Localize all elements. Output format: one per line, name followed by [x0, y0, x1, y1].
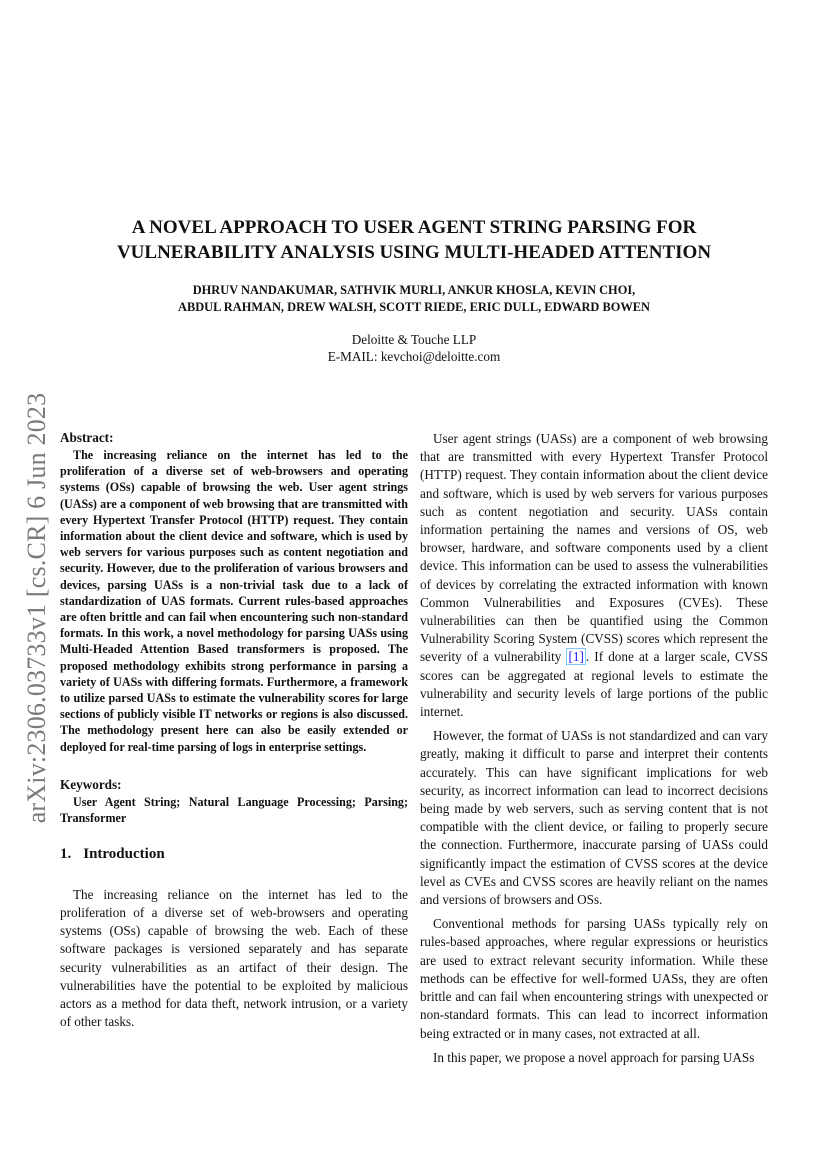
authors-line-1: DHRUV NANDAKUMAR, SATHVIK MURLI, ANKUR KHOSLA, KEVIN CHOI,: [192, 283, 636, 297]
citation-link[interactable]: [1]: [568, 649, 584, 665]
right-paragraph-3: Conventional methods for parsing UASs typically rely on rules-based approaches, where regular expressions or heuristics are used to extract relevant security information. While these methods can be effective for well-formed UASs, they are often brittle and can fail when encountering strings with unexpected or non-standard formats. This can lead to incorrect information being extracted or in many cases, not extracted at all.: [420, 916, 768, 1041]
keywords-text: User Agent String; Natural Language Processing; Parsing; Transformer: [60, 794, 408, 825]
affiliation: Deloitte & Touche LLP: [351, 332, 477, 347]
arxiv-stamp-text: arXiv:2306.03733v1 [cs.CR] 6 Jun 2023: [22, 392, 51, 824]
right-p1-text-b: . If done at a larger scale, CVSS scores can be aggregated at regional levels to estimate the vulnerability and security levels of large portions of the public internet.: [420, 649, 768, 720]
section-title: Introduction: [83, 845, 165, 862]
left-column: [60, 430, 408, 1031]
right-column: [420, 430, 768, 1073]
right-paragraph-1: [420, 430, 768, 721]
abstract-text: The increasing reliance on the internet has led to the proliferation of a diverse set of web-browsers and operating systems (OSs) capable of browsing the web. User agent strings (UASs) are a component of web browsing that are transmitted with every Hypertext Transfer Protocol (HTTP) request. They contain information about the client device and software, which is used by web servers for various purposes such as content negotiation and security. However, due to the proliferation of various browsers and devices, parsing UASs is a non-trivial task due to a lack of standardization of UAS formats. Current rules-based approaches are often brittle and can fail when encountering such non-standard formats. In this work, a novel methodology for parsing UASs using Multi-Headed Attention Based transformers is proposed. The proposed methodology exhibits strong performance in parsing a variety of UASs with differing formats. Furthermore, a framework to utilize parsed UASs to estimate the vulnerability scores for large sections of publicly visible IT networks or regions is also discussed. The methodology present here can also be easily extended or deployed for real-time parsing of logs in enterprise settings.: [60, 448, 408, 754]
title-line-2: VULNERABILITY ANALYSIS USING MULTI-HEADED ATTENTION: [116, 242, 712, 263]
intro-paragraph-1: The increasing reliance on the internet has led to the proliferation of a diverse set of web-browsers and operating systems (OSs) capable of browsing the web. Each of these software packages is versioned separately and has separate security vulnerabilities as an artifact of their design. The vulnerabilities have the potential to be exploited by malicious actors as a method for data theft, network intrusion, or a variety of other tasks.: [60, 886, 408, 1030]
arxiv-stamp: [22, 373, 52, 843]
paper-title: [60, 215, 768, 265]
keywords-heading: Keywords:: [60, 776, 122, 792]
authors-line-2: ABDUL RAHMAN, DREW WALSH, SCOTT RIEDE, ERIC DULL, EDWARD BOWEN: [178, 300, 650, 314]
title-line-1: A NOVEL APPROACH TO USER AGENT STRING PARSING FOR: [131, 217, 697, 238]
affiliation-block: [60, 331, 768, 365]
right-paragraph-2: However, the format of UASs is not standardized and can vary greatly, making it difficult to parse and interpret their contents accurately. This can have significant implications for web security, as incorrect information can lead to incorrect decisions being made by web servers, such as serving content that is not compatible with the client device, or failing to properly secure the connection. Furthermore, inaccurate parsing of UASs could significantly impact the estimation of CVSS scores at the device level as CVEs and CVSS scores are heavily reliant on the names and versions of browsers and OSs.: [420, 728, 768, 908]
introduction-heading: [60, 844, 408, 864]
email: E-MAIL: kevchoi@deloitte.com: [327, 349, 501, 364]
right-p1-text-a: User agent strings (UASs) are a component of web browsing that are transmitted with every Hypertext Transfer Protocol (HTTP) request. They contain information about the client device and software, which is used by web servers for various purposes such as content negotiation and security. UASs contain information pertaining the names and versions of OS, web browser, hardware, and software components used by a client device. This information can be used to assess the vulnerabilities of devices by correlating the extracted information with known Common Vulnerabilities and Exposures (CVEs). These vulnerabilities can then be quantified using the Common Vulnerability Scoring System (CVSS) scores which represent the severity of a vulnerability: [420, 431, 768, 665]
author-list: [60, 282, 768, 316]
abstract-heading: Abstract:: [60, 430, 114, 445]
section-number: 1.: [60, 845, 72, 862]
right-paragraph-4: In this paper, we propose a novel approach for parsing UASs: [433, 1049, 755, 1065]
